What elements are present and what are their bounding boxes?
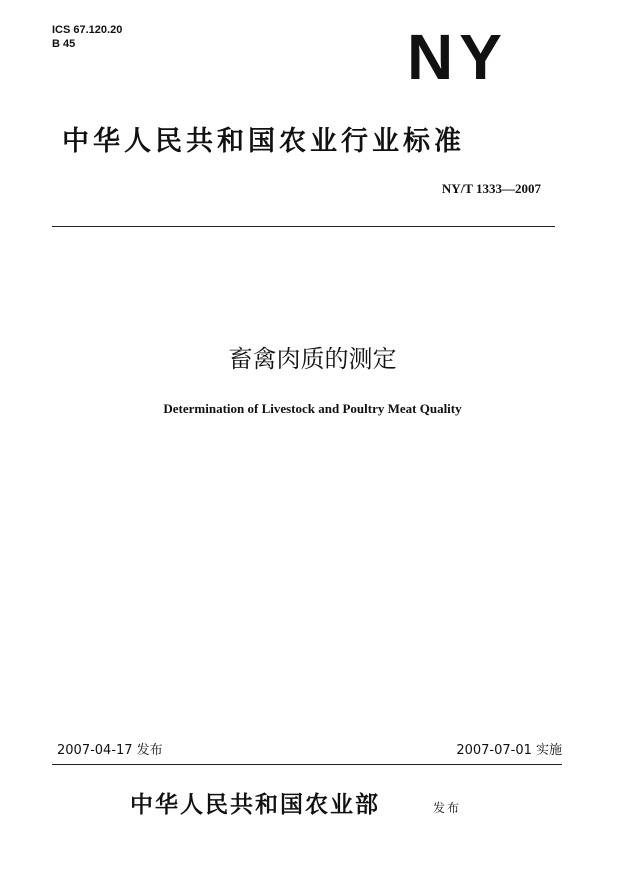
ccs-code: B 45 bbox=[52, 38, 76, 50]
standard-number: NY/T 1333—2007 bbox=[441, 181, 541, 196]
implementation-date: 2007-07-01 实施 bbox=[456, 743, 562, 758]
issuing-authority: 中华人民共和国农业部 bbox=[130, 791, 380, 818]
document-title-chinese: 畜禽肉质的测定 bbox=[228, 345, 397, 373]
standard-type: 中华人民共和国农业行业标准 bbox=[62, 126, 465, 157]
ny-logo: NY bbox=[407, 21, 508, 93]
header-divider bbox=[52, 226, 555, 227]
ics-code: ICS 67.120.20 bbox=[52, 24, 123, 36]
footer-divider bbox=[52, 764, 562, 765]
document-title-english: Determination of Livestock and Poultry Meat Quality bbox=[163, 401, 462, 416]
issue-date: 2007-04-17 发布 bbox=[57, 743, 163, 758]
publish-label: 发布 bbox=[433, 801, 462, 815]
